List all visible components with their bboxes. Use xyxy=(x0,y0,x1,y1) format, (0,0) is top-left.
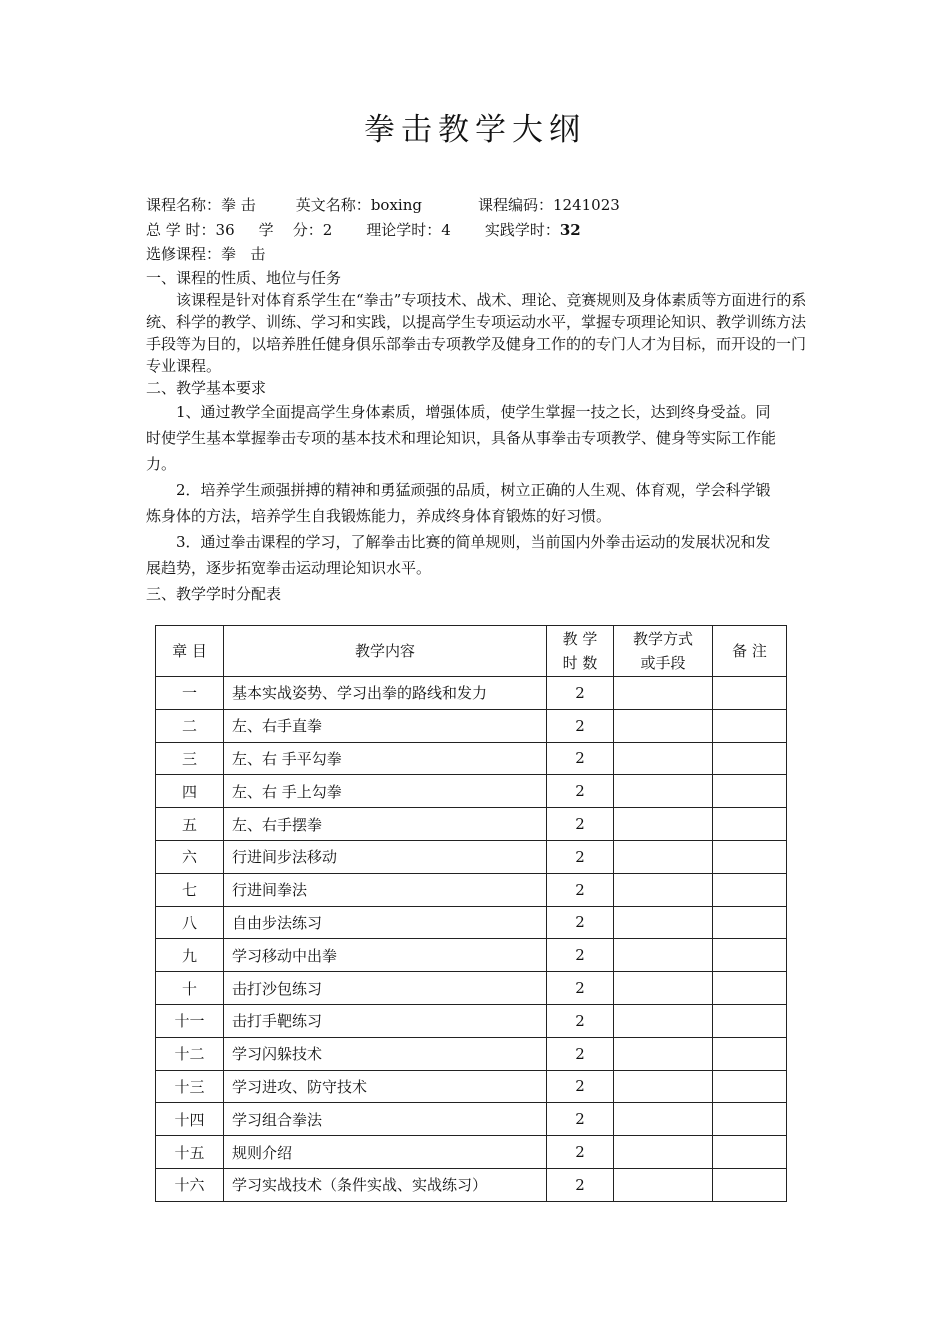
table-row xyxy=(156,906,787,939)
theory-hours-value: 4 xyxy=(441,221,451,239)
section-1-heading: 一、课程的性质、地位与任务 xyxy=(146,269,342,287)
english-name-value: boxing xyxy=(370,196,422,214)
requirement-item-2: 2．培养学生顽强拼搏的精神和勇猛顽强的品质，树立正确的人生观、体育观，学会科学锻炼身体的方法，培养学生自我锻炼能力，养成终身体育锻炼的好习惯。 xyxy=(146,481,771,525)
header-method xyxy=(614,626,713,677)
document-title: 拳击教学大纲 xyxy=(364,112,586,148)
row-notes xyxy=(713,1103,787,1136)
row-chapter: 一 xyxy=(156,677,224,710)
row-content: 学习进攻、防守技术 xyxy=(224,1070,547,1103)
row-notes xyxy=(713,906,787,939)
row-method xyxy=(614,1136,713,1169)
row-notes xyxy=(713,709,787,742)
requirement-item-3: 3．通过拳击课程的学习，了解拳击比赛的简单规则，当前国内外拳击运动的发展状况和发展趋势，逐步拓宽拳击运动理论知识水平。 xyxy=(146,533,771,577)
row-hours: 2 xyxy=(547,677,614,710)
row-notes xyxy=(713,972,787,1005)
header-hours-line-2: 时 数 xyxy=(562,654,598,672)
hours-allocation-table xyxy=(155,625,787,1202)
row-notes xyxy=(713,808,787,841)
row-content: 击打沙包练习 xyxy=(224,972,547,1005)
row-method xyxy=(614,709,713,742)
row-method xyxy=(614,808,713,841)
row-content: 基本实战姿势、学习出拳的路线和发力 xyxy=(224,677,547,710)
row-hours: 2 xyxy=(547,873,614,906)
row-method xyxy=(614,840,713,873)
row-method xyxy=(614,775,713,808)
requirement-item-1: 1、通过教学全面提高学生身体素质，增强体质，使学生掌握一技之长，达到终身受益。同时使学生基本掌握拳击专项的基本技术和理论知识，具备从事拳击专项教学、健身等实际工作能力。 xyxy=(146,403,777,473)
practice-hours-value: 32 xyxy=(559,221,581,239)
header-chapter: 章 目 xyxy=(156,626,224,677)
table-row xyxy=(156,1037,787,1070)
row-chapter: 五 xyxy=(156,808,224,841)
table-row xyxy=(156,1004,787,1037)
credits-label: 学 分： xyxy=(258,221,323,239)
row-notes xyxy=(713,1037,787,1070)
theory-hours-label: 理论学时： xyxy=(366,221,442,239)
row-hours: 2 xyxy=(547,972,614,1005)
row-hours: 2 xyxy=(547,1168,614,1201)
row-chapter: 十五 xyxy=(156,1136,224,1169)
row-content: 左、右 手平勾拳 xyxy=(224,742,547,775)
header-notes: 备 注 xyxy=(713,626,787,677)
row-method xyxy=(614,906,713,939)
row-notes xyxy=(713,1070,787,1103)
section-1-text: 该课程是针对体育系学生在“拳击”专项技术、战术、理论、竞赛规则及身体素质等方面进行的系统、科学的教学、训练、学习和实践，以提高学生专项运动水平，掌握专项理论知识、教学训练方法手段等为目的，以培养胜任健身俱乐部拳击专项教学及健身工作的的专门人才为目标，而开设的一门专业课程。 xyxy=(146,291,807,375)
row-hours: 2 xyxy=(547,1103,614,1136)
row-content: 自由步法练习 xyxy=(224,906,547,939)
table-row xyxy=(156,808,787,841)
row-chapter: 二 xyxy=(156,709,224,742)
row-chapter: 六 xyxy=(156,840,224,873)
table-header-row xyxy=(156,626,787,677)
row-hours: 2 xyxy=(547,1136,614,1169)
course-code-label: 课程编码： xyxy=(477,196,553,214)
row-method xyxy=(614,1103,713,1136)
row-hours: 2 xyxy=(547,939,614,972)
document-body xyxy=(146,267,810,607)
table-row xyxy=(156,677,787,710)
row-notes xyxy=(713,775,787,808)
table-row xyxy=(156,1103,787,1136)
section-3-heading: 三、教学学时分配表 xyxy=(146,585,282,603)
row-method xyxy=(614,1070,713,1103)
row-content: 左、右手直拳 xyxy=(224,709,547,742)
table-row xyxy=(156,1136,787,1169)
row-method xyxy=(614,939,713,972)
table-body xyxy=(156,677,787,1202)
row-chapter: 十一 xyxy=(156,1004,224,1037)
row-hours: 2 xyxy=(547,808,614,841)
row-chapter: 十三 xyxy=(156,1070,224,1103)
row-content: 行进间步法移动 xyxy=(224,840,547,873)
header-hours xyxy=(547,626,614,677)
row-method xyxy=(614,1168,713,1201)
row-content: 学习移动中出拳 xyxy=(224,939,547,972)
row-chapter: 十二 xyxy=(156,1037,224,1070)
row-content: 规则介绍 xyxy=(224,1136,547,1169)
header-content: 教学内容 xyxy=(224,626,547,677)
row-hours: 2 xyxy=(547,1037,614,1070)
row-chapter: 十六 xyxy=(156,1168,224,1201)
total-hours-value: 36 xyxy=(215,221,235,239)
english-name-label: 英文名称： xyxy=(295,196,371,214)
row-content: 击打手靶练习 xyxy=(224,1004,547,1037)
row-notes xyxy=(713,1136,787,1169)
row-notes xyxy=(713,742,787,775)
row-notes xyxy=(713,677,787,710)
table-row xyxy=(156,1168,787,1201)
course-name-value: 拳 击 xyxy=(221,196,256,214)
header-hours-line-1: 教 学 xyxy=(562,630,598,648)
row-chapter: 四 xyxy=(156,775,224,808)
row-chapter: 三 xyxy=(156,742,224,775)
row-content: 行进间拳法 xyxy=(224,873,547,906)
table-row xyxy=(156,873,787,906)
practice-hours-label: 实践学时： xyxy=(484,221,560,239)
table-row xyxy=(156,742,787,775)
row-method xyxy=(614,873,713,906)
course-name-label: 课程名称： xyxy=(146,196,222,214)
row-hours: 2 xyxy=(547,840,614,873)
table-row xyxy=(156,1070,787,1103)
row-hours: 2 xyxy=(547,1004,614,1037)
row-chapter: 七 xyxy=(156,873,224,906)
course-info-line-2 xyxy=(146,219,581,240)
header-method-line-2: 或手段 xyxy=(640,654,686,672)
table-row xyxy=(156,775,787,808)
course-info-line-1 xyxy=(146,194,620,215)
row-hours: 2 xyxy=(547,775,614,808)
header-method-line-1: 教学方式 xyxy=(632,630,693,648)
row-notes xyxy=(713,840,787,873)
row-method xyxy=(614,1004,713,1037)
course-code-value: 1241023 xyxy=(552,196,620,214)
table-row xyxy=(156,709,787,742)
row-notes xyxy=(713,939,787,972)
credits-value: 2 xyxy=(322,221,333,239)
table-row xyxy=(156,840,787,873)
row-chapter: 十 xyxy=(156,972,224,1005)
table-row xyxy=(156,972,787,1005)
row-content: 学习闪躲技术 xyxy=(224,1037,547,1070)
row-content: 学习组合拳法 xyxy=(224,1103,547,1136)
table-row xyxy=(156,939,787,972)
row-chapter: 十四 xyxy=(156,1103,224,1136)
row-notes xyxy=(713,1168,787,1201)
row-method xyxy=(614,972,713,1005)
row-hours: 2 xyxy=(547,1070,614,1103)
row-method xyxy=(614,742,713,775)
row-notes xyxy=(713,1004,787,1037)
elective-label: 选修课程： xyxy=(146,245,222,263)
row-method xyxy=(614,677,713,710)
row-content: 学习实战技术（条件实战、实战练习） xyxy=(224,1168,547,1201)
row-hours: 2 xyxy=(547,742,614,775)
section-2-heading: 二、教学基本要求 xyxy=(146,379,267,397)
total-hours-label: 总 学 时： xyxy=(146,221,216,239)
row-hours: 2 xyxy=(547,709,614,742)
course-info-line-3 xyxy=(146,243,265,264)
row-hours: 2 xyxy=(547,906,614,939)
elective-value: 拳 击 xyxy=(221,245,266,263)
row-content: 左、右 手上勾拳 xyxy=(224,775,547,808)
row-method xyxy=(614,1037,713,1070)
row-content: 左、右手摆拳 xyxy=(224,808,547,841)
row-notes xyxy=(713,873,787,906)
row-chapter: 八 xyxy=(156,906,224,939)
row-chapter: 九 xyxy=(156,939,224,972)
